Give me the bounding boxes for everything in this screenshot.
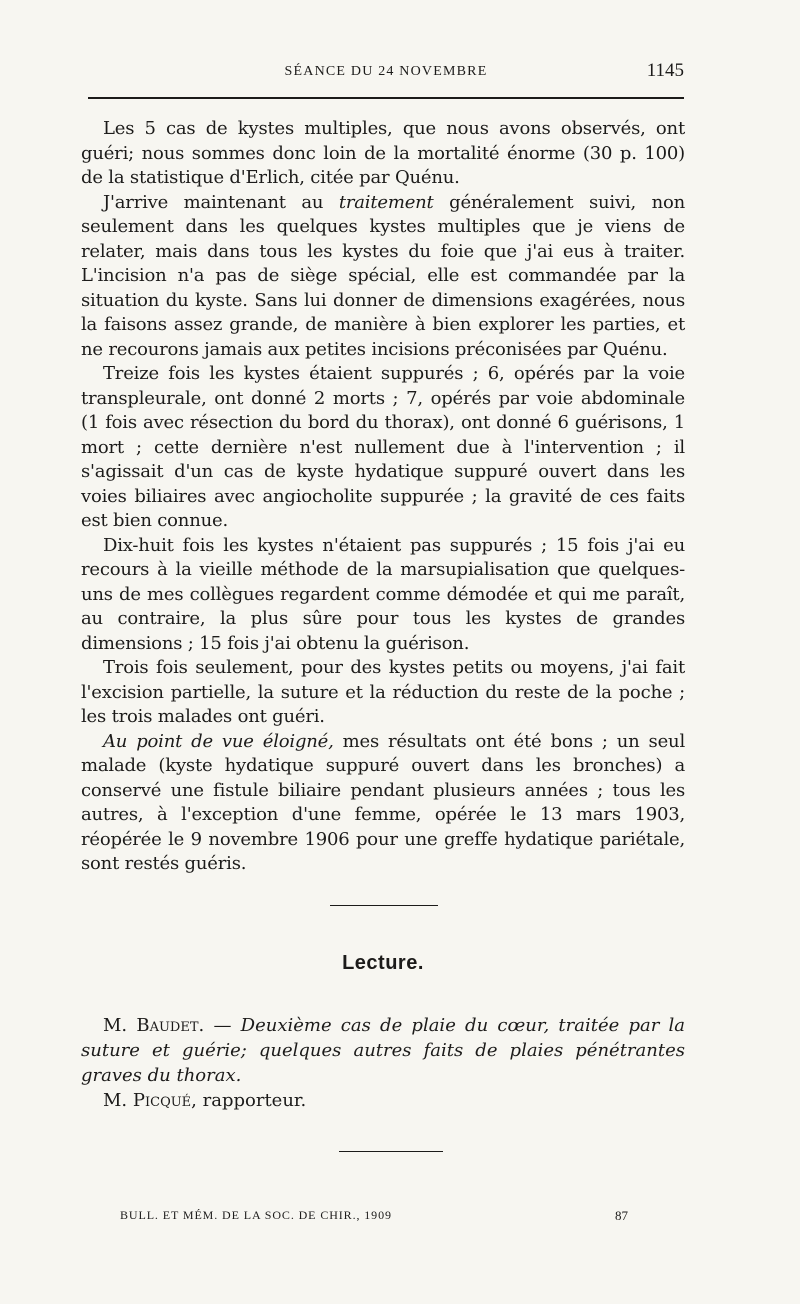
- reporter-name: Picqué: [132, 1090, 192, 1111]
- section-divider-bottom: [339, 1151, 443, 1152]
- running-header: [88, 60, 684, 86]
- paragraph-5: Trois fois seulement, pour des kystes petits ou moyens, j'ai fait l'excision partielle, la suture et la réduction du reste de la poche ; les trois malades ont guéri.: [81, 657, 685, 727]
- paragraph-6: Au point de vue éloigné, mes résultats ont été bons ; un seul malade (kyste hydatique suppuré ouvert dans les bronches) a conservé une fistule biliaire pendant plusieurs années ; tous les autres, à l'exception d'une femme, opérée le 13 mars 1903, réopérée le 9 novembre 1906 pour une greffe hydatique pariétale, sont restés guéris.: [81, 730, 685, 874]
- section-heading: Lecture.: [342, 952, 424, 974]
- header-rule: [88, 97, 684, 99]
- paragraph-3: Treize fois les kystes étaient suppurés ; 6, opérés par la voie transpleurale, ont donné 2 morts ; 7, opérés par voie abdominale (1 fois avec résection du bord du thorax), ont donné 6 guérisons, 1 mort ; cette dernière n'est nullement due à l'intervention ; il s'agissait d'un cas de kyste hydatique suppuré ouvert dans les voies biliaires avec angiocholite suppurée ; la gravité de ces faits est bien connue.: [81, 363, 685, 531]
- paragraph-2: J'arrive maintenant au traitement généralement suivi, non seulement dans les quelques kystes multiples que je viens de relater, mais dans tous les kystes du foie que j'ai eus à traiter. L'incision n'a pas de siège spécial, elle est commandée par la situation du kyste. Sans lui donner de dimensions exagérées, nous la faisons assez grande, de manière à bien explorer les parties, et ne recourons jamais aux petites incisions préconisées par Quénu.: [81, 191, 685, 360]
- page-number: 1145: [646, 60, 684, 81]
- section-divider-top: [330, 905, 438, 906]
- reading-title: M. Baudet. — Deuxième cas de plaie du cœur, traitée par la suture et guérie; quelques autres faits de plaies pénétrantes graves du thorax.: [81, 1015, 685, 1086]
- article-body: [81, 117, 685, 877]
- sheet-number: 87: [615, 1208, 628, 1223]
- journal-signature: BULL. ET MÉM. DE LA SOC. DE CHIR., 1909: [120, 1208, 392, 1222]
- running-title: SÉANCE DU 24 NOVEMBRE: [284, 64, 488, 79]
- paragraph-4: Dix-huit fois les kystes n'étaient pas suppurés ; 15 fois j'ai eu recours à la vieille méthode de la marsupialisation que quelques-uns de mes collègues regardent comme démodée et qui me paraît, au contraire, la plus sûre pour tous les kystes de grandes dimensions ; 15 fois j'ai obtenu la guérison.: [81, 534, 685, 654]
- emphasis-point-de-vue: Au point de vue éloigné,: [103, 730, 334, 752]
- reading-entry: [81, 1013, 685, 1113]
- page-footer: [120, 1208, 628, 1228]
- author-name: Baudet: [136, 1015, 199, 1036]
- reporter-line: M. Picqué, rapporteur.: [103, 1090, 307, 1111]
- paragraph-1: Les 5 cas de kystes multiples, que nous avons observés, ont guéri; nous sommes donc loin de la mortalité énorme (30 p. 100) de la statistique d'Erlich, citée par Quénu.: [81, 118, 685, 188]
- emphasis-traitement: traitement: [338, 191, 434, 213]
- work-title: Deuxième cas de plaie du cœur, traitée par la suture et guérie; quelques autres faits de plaies pénétrantes graves du thorax.: [81, 1015, 685, 1086]
